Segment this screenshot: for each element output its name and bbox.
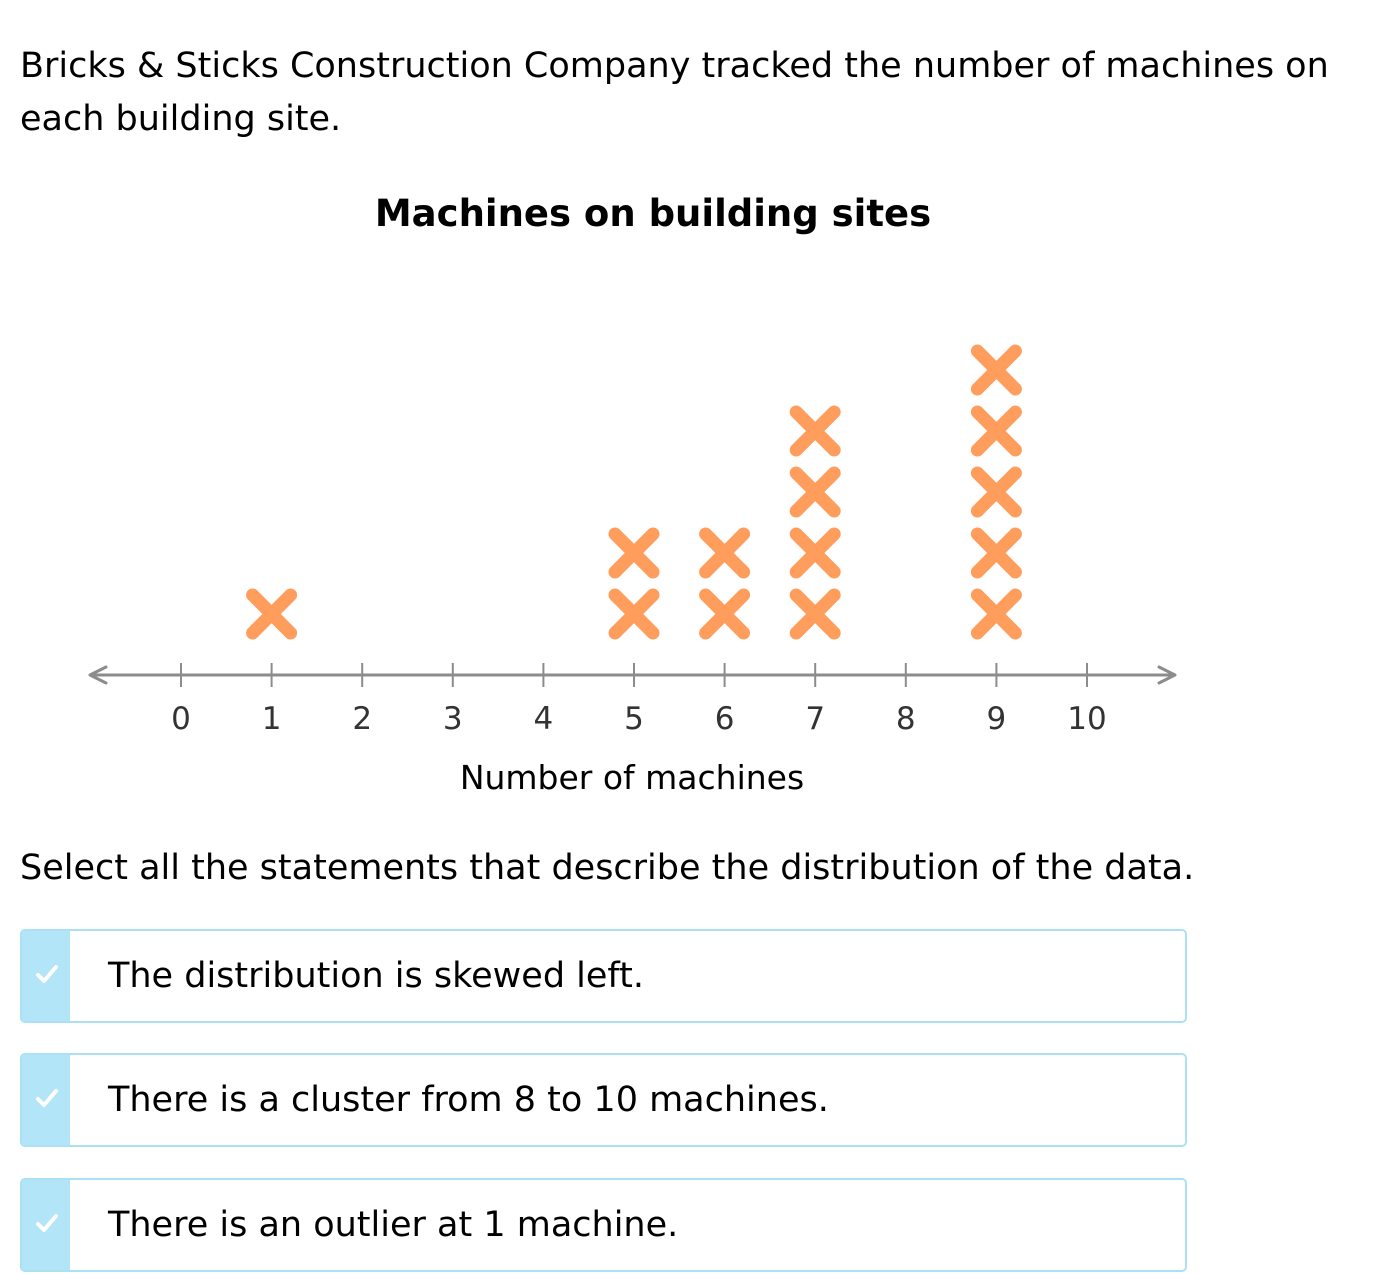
data-mark-x bbox=[796, 534, 834, 572]
data-mark-x bbox=[253, 595, 291, 633]
x-tick-label: 9 bbox=[986, 701, 1007, 737]
choice-outlier[interactable] bbox=[20, 1178, 1187, 1272]
data-mark-x bbox=[615, 595, 653, 633]
x-tick-label: 10 bbox=[1067, 701, 1107, 737]
data-mark-x bbox=[977, 473, 1015, 511]
data-mark-x bbox=[796, 595, 834, 633]
x-tick-label: 5 bbox=[624, 701, 644, 737]
data-mark-x bbox=[977, 534, 1015, 572]
choice-checkbox[interactable] bbox=[22, 1055, 70, 1145]
x-tick-label: 1 bbox=[261, 701, 282, 737]
choice-skewed-left[interactable] bbox=[20, 929, 1187, 1023]
check-icon bbox=[34, 1085, 60, 1111]
question-prompt: Select all the statements that describe the distribution of the data. bbox=[20, 848, 1195, 888]
data-mark-x bbox=[706, 534, 744, 572]
x-tick-label: 4 bbox=[533, 701, 554, 737]
x-tick-label: 3 bbox=[442, 701, 463, 737]
data-mark-x bbox=[796, 412, 834, 450]
data-mark-x bbox=[977, 412, 1015, 450]
data-mark-x bbox=[977, 351, 1015, 389]
chart-title: Machines on building sites bbox=[374, 192, 932, 235]
check-icon bbox=[34, 1210, 60, 1236]
check-icon bbox=[34, 961, 60, 987]
choice-cluster[interactable] bbox=[20, 1053, 1187, 1147]
x-tick-label: 7 bbox=[805, 701, 826, 737]
x-tick-label: 2 bbox=[352, 701, 373, 737]
data-mark-x bbox=[796, 473, 834, 511]
x-tick-label: 0 bbox=[171, 701, 191, 737]
choice-label: The distribution is skewed left. bbox=[108, 956, 644, 996]
x-tick-label: 8 bbox=[895, 701, 916, 737]
data-mark-x bbox=[615, 534, 653, 572]
x-axis-label: Number of machines bbox=[459, 758, 805, 797]
choice-checkbox[interactable] bbox=[22, 931, 70, 1021]
choice-label: There is an outlier at 1 machine. bbox=[108, 1205, 679, 1245]
line-plot bbox=[0, 300, 1306, 810]
choice-label: There is a cluster from 8 to 10 machines. bbox=[108, 1080, 829, 1120]
data-mark-x bbox=[706, 595, 744, 633]
data-mark-x bbox=[977, 595, 1015, 633]
choice-checkbox[interactable] bbox=[22, 1180, 70, 1270]
intro-text: Bricks & Sticks Construction Company tracked the number of machines on each building site. bbox=[20, 46, 1329, 139]
x-tick-label: 6 bbox=[714, 701, 735, 737]
